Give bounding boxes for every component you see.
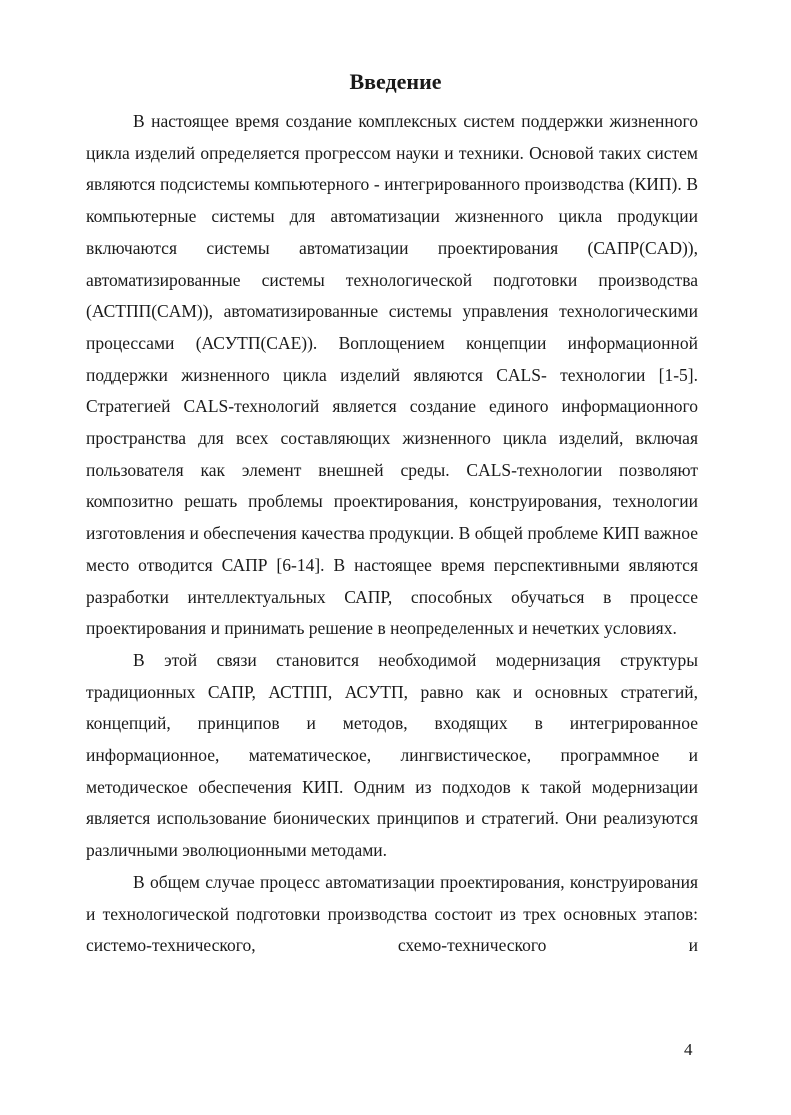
paragraph-1: В настоящее время создание комплексных систем поддержки жизненного цикла изделий определяется прогрессом науки и техники. Основой таких систем являются подсистемы компьютерного - интегрированного производства (КИП). В компьютерные системы для автоматизации жизненного цикла продукции включаются системы автоматизации проектирования (САПР(CAD)), автоматизированные системы технологической подготовки производства (АСТПП(CAM)), автоматизированные системы управления технологическими процессами (АСУТП(CAE)). Воплощением концепции информационной поддержки жизненного цикла изделий являются CALS- технологии [1-5]. Стратегией CALS-технологий является создание единого информационного пространства для всех составляющих жизненного цикла изделий, включая пользователя как элемент внешней среды. CALS-технологии позволяют композитно решать проблемы проектирования, конструирования, технологии изготовления и обеспечения качества продукции. В общей проблеме КИП важное место отводится САПР [6-14]. В настоящее время перспективными являются разработки интеллектуальных САПР, способных обучаться в процессе проектирования и принимать решение в неопределенных и нечетких условиях. [86, 111, 698, 639]
page-title: Введение [349, 69, 442, 94]
paragraph-3: В общем случае процесс автоматизации проектирования, конструирования и технологической подготовки производства состоит из трех основных этапов: системо-технического, схемо-технического и [86, 871, 698, 956]
body-text [86, 106, 698, 962]
page-number: 4 [684, 1040, 693, 1059]
paragraph-2: В этой связи становится необходимой модернизация структуры традиционных САПР, АСТПП, АСУТП, равно как и основных стратегий, концепций, принципов и методов, входящих в интегрированное информационное, математическое, лингвистическое, программное и методическое обеспечения КИП. Одним из подходов к такой модернизации является использование бионических принципов и стратегий. Они реализуются различными эволюционными методами. [86, 649, 698, 861]
